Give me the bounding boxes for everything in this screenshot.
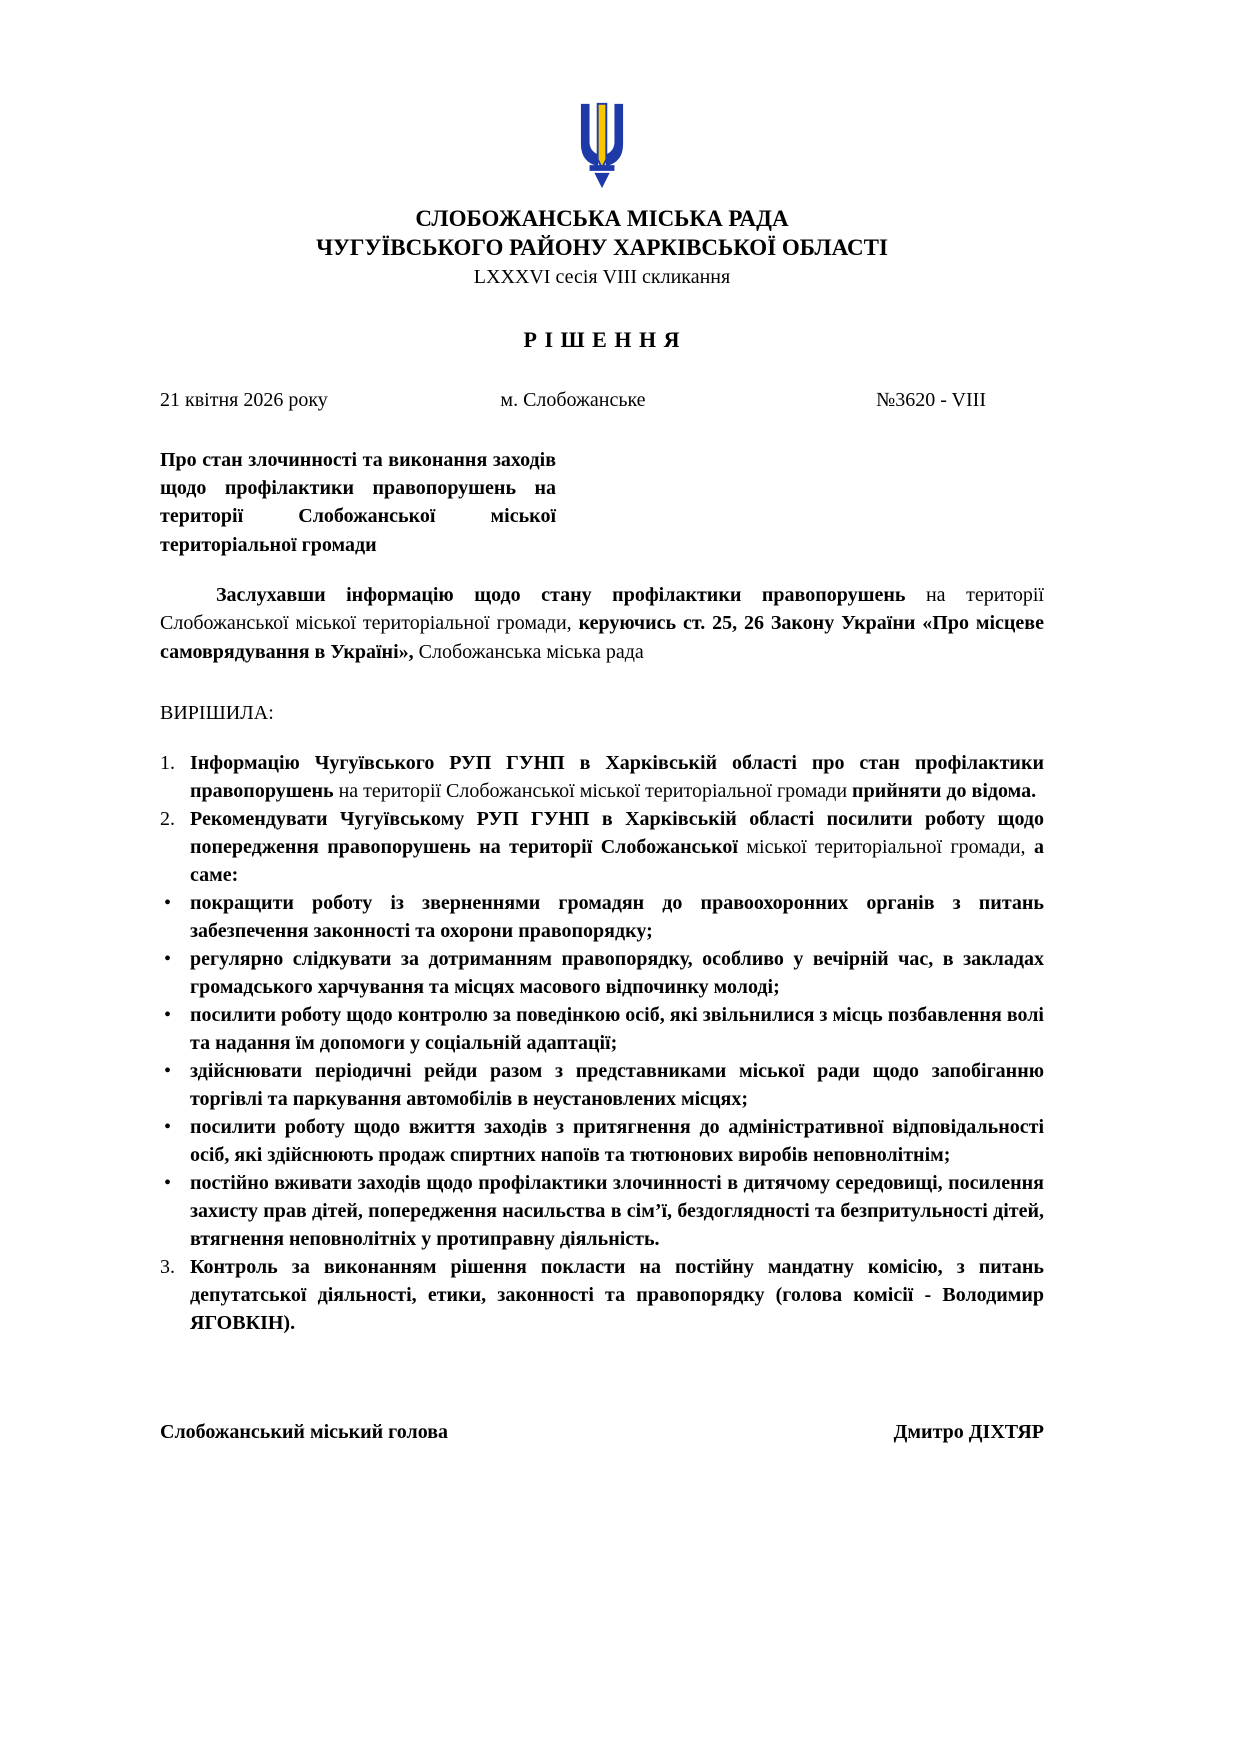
org-name-line2: ЧУГУЇВСЬКОГО РАЙОНУ ХАРКІВСЬКОЇ ОБЛАСТІ [316,234,888,260]
document-date: 21 квітня 2026 року [160,388,328,411]
item-text: Рекомендувати Чугуївському РУП ГУНП в Харківській області посилити роботу щодо попередження правопорушень на території Слобожанської міської територіальної громади, а саме: [190,808,1044,887]
numbered-item [160,1253,1044,1337]
bullet-marker: • [164,948,172,971]
resolution-list [160,749,1044,1337]
bullet-marker: • [164,892,172,915]
signatory-name: Дмитро ДІХТЯР [893,1421,1044,1444]
item-text: Інформацію Чугуївського РУП ГУНП в Харківській області про стан профілактики правопорушень на території Слобожанської міської територіальної громади прийняти до відома. [190,752,1044,803]
document-number: №3620 - VIII [876,388,986,411]
bullet-item [160,1001,1044,1057]
org-name-line1: СЛОБОЖАНСЬКА МІСЬКА РАДА [415,206,789,231]
bullet-item [160,945,1044,1001]
bullet-item [160,1113,1044,1169]
meta-row [160,389,1044,412]
session-line: LXXXVI сесія VIII скликання [473,265,731,288]
bullet-item [160,889,1044,945]
emblem-container [160,100,1044,197]
numbered-item [160,805,1044,889]
bullet-marker: • [164,1004,172,1027]
item-text: здійснювати періодичні рейди разом з представниками міської ради щодо запобіганню торгівлі та паркування автомобілів в неустановлених місцях; [190,1060,1044,1111]
signatory-position: Слобожанський міський голова [160,1421,448,1444]
item-number: 2. [160,808,175,831]
resolved-label: ВИРІШИЛА: [160,702,274,725]
item-text: Контроль за виконанням рішення покласти на постійну мандатну комісію, з питань депутатської діяльності, етики, законності та правопорядку (голова комісії - Володимир ЯГОВКІН). [190,1256,1044,1335]
numbered-item [160,749,1044,805]
item-text: постійно вживати заходів щодо профілактики злочинності в дитячому середовищі, посилення захисту прав дітей, попередження насильства в сім’ї, бездоглядності та безпритульності дітей, втягнення неповнолітніх у протиправну діяльність. [190,1172,1044,1251]
bullet-item [160,1057,1044,1113]
bullet-marker: • [164,1172,172,1195]
signature-row [160,1421,1044,1444]
item-text: посилити роботу щодо контролю за поведінкою осіб, які звільнилися з місць позбавлення волі та надання їм допомоги у соціальній адаптації; [190,1004,1044,1055]
item-number: 1. [160,752,175,775]
item-text: посилити роботу щодо вжиття заходів з притягнення до адміністративної відповідальності осіб, які здійснюють продаж спиртних напоїв та тютюнових виробів неповнолітнім; [190,1116,1044,1167]
document-type-title: Р І Ш Е Н Н Я [523,326,681,352]
document-subject: Про стан злочинності та виконання заходів щодо профілактики правопорушень на території Слобожанської міської територіальної громади [160,448,556,556]
bullet-marker: • [164,1116,172,1139]
bullet-marker: • [164,1060,172,1083]
bullet-item [160,1169,1044,1253]
ukraine-trident-emblem-icon [571,179,633,196]
preamble-paragraph: Заслухавши інформацію щодо стану профілактики правопорушень на території Слобожанської міської територіальної громади, керуючись ст. 25, 26 Закону України «Про місцеве самоврядування в Україні», Слобожанська міська рада [160,584,1044,663]
item-text: регулярно слідкувати за дотриманням правопорядку, особливо у вечірній час, в закладах громадського харчування та місцях масового відпочинку молоді; [190,948,1044,999]
item-text: покращити роботу із зверненнями громадян до правоохоронних органів з питань забезпечення законності та охорони правопорядку; [190,892,1044,943]
item-number: 3. [160,1256,175,1279]
document-place: м. Слобожанське [500,388,646,411]
